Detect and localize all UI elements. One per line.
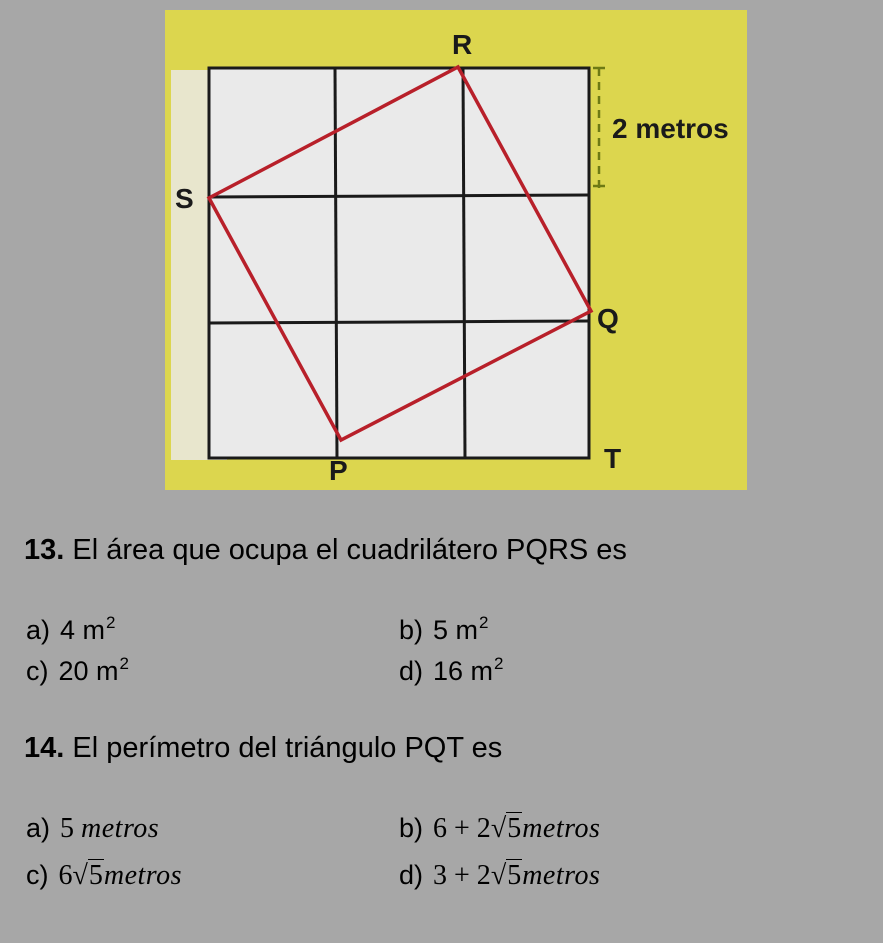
label-s: S (175, 183, 194, 214)
q13-option-c (26, 655, 129, 687)
question-13-text: El área que ocupa el cuadrilátero PQRS es (72, 534, 627, 566)
question-14-number: 14. (24, 732, 65, 764)
q14-option-b-pre: 6 + 2 (433, 813, 491, 844)
grid-vline-2 (463, 68, 465, 458)
grid-hline-2 (209, 321, 589, 323)
label-p: P (329, 455, 348, 486)
q14-option-d-sqrt: √5 (490, 860, 522, 891)
q13-option-a (26, 614, 116, 646)
q14-option-c-radical: 5 (88, 860, 103, 891)
q14-option-a (26, 812, 159, 845)
geometry-figure (165, 10, 747, 490)
q13-option-b (399, 614, 489, 646)
q14-option-b-letter: b) (399, 813, 424, 843)
q14-option-d (399, 859, 600, 892)
q13-option-d (399, 655, 504, 687)
q13-option-b-exp: 2 (479, 613, 489, 632)
label-t: T (604, 443, 622, 474)
q14-option-c-pre: 6 (58, 860, 73, 891)
question-13-title (24, 533, 627, 567)
q14-option-c-unit: metros (103, 860, 183, 891)
q13-option-b-value: 5 m (433, 615, 479, 645)
q14-option-d-unit: metros (522, 860, 601, 891)
q14-option-d-pre: 3 + 2 (433, 860, 491, 891)
q14-option-a-pre: 5 (60, 813, 82, 844)
label-q: Q (597, 303, 619, 334)
q14-option-d-radical: 5 (507, 860, 522, 891)
question-14-title (24, 731, 502, 765)
q14-option-d-letter: d) (399, 860, 424, 890)
q13-option-d-value: 16 m (433, 656, 494, 686)
question-14-text: El perímetro del triángulo PQT es (72, 732, 503, 764)
scale-label: 2 metros (612, 113, 729, 144)
q14-option-b-unit: metros (522, 813, 601, 844)
question-13-number: 13. (24, 534, 65, 566)
q13-option-d-letter: d) (399, 656, 424, 686)
q14-option-c-letter: c) (26, 860, 49, 890)
q14-option-c-sqrt: √5 (72, 860, 103, 891)
q13-option-a-letter: a) (26, 615, 51, 645)
grid-background (209, 68, 589, 458)
q13-option-c-letter: c) (26, 656, 49, 686)
q13-option-a-exp: 2 (106, 613, 116, 632)
grid-hline-1 (209, 195, 589, 197)
q14-option-a-unit: metros (81, 813, 160, 844)
label-r: R (452, 29, 473, 60)
q13-option-a-value: 4 m (60, 615, 106, 645)
q14-option-b-radical: 5 (507, 813, 522, 844)
grid-vline-1 (335, 68, 337, 458)
grid-diagram (165, 10, 747, 490)
q14-option-c (26, 859, 182, 892)
q13-option-c-exp: 2 (119, 654, 129, 673)
q13-option-d-exp: 2 (494, 654, 504, 673)
q14-option-b (399, 812, 600, 845)
q14-option-b-sqrt: √5 (490, 813, 522, 844)
q13-option-c-value: 20 m (58, 656, 119, 686)
q13-option-b-letter: b) (399, 615, 424, 645)
q14-option-a-letter: a) (26, 813, 51, 843)
